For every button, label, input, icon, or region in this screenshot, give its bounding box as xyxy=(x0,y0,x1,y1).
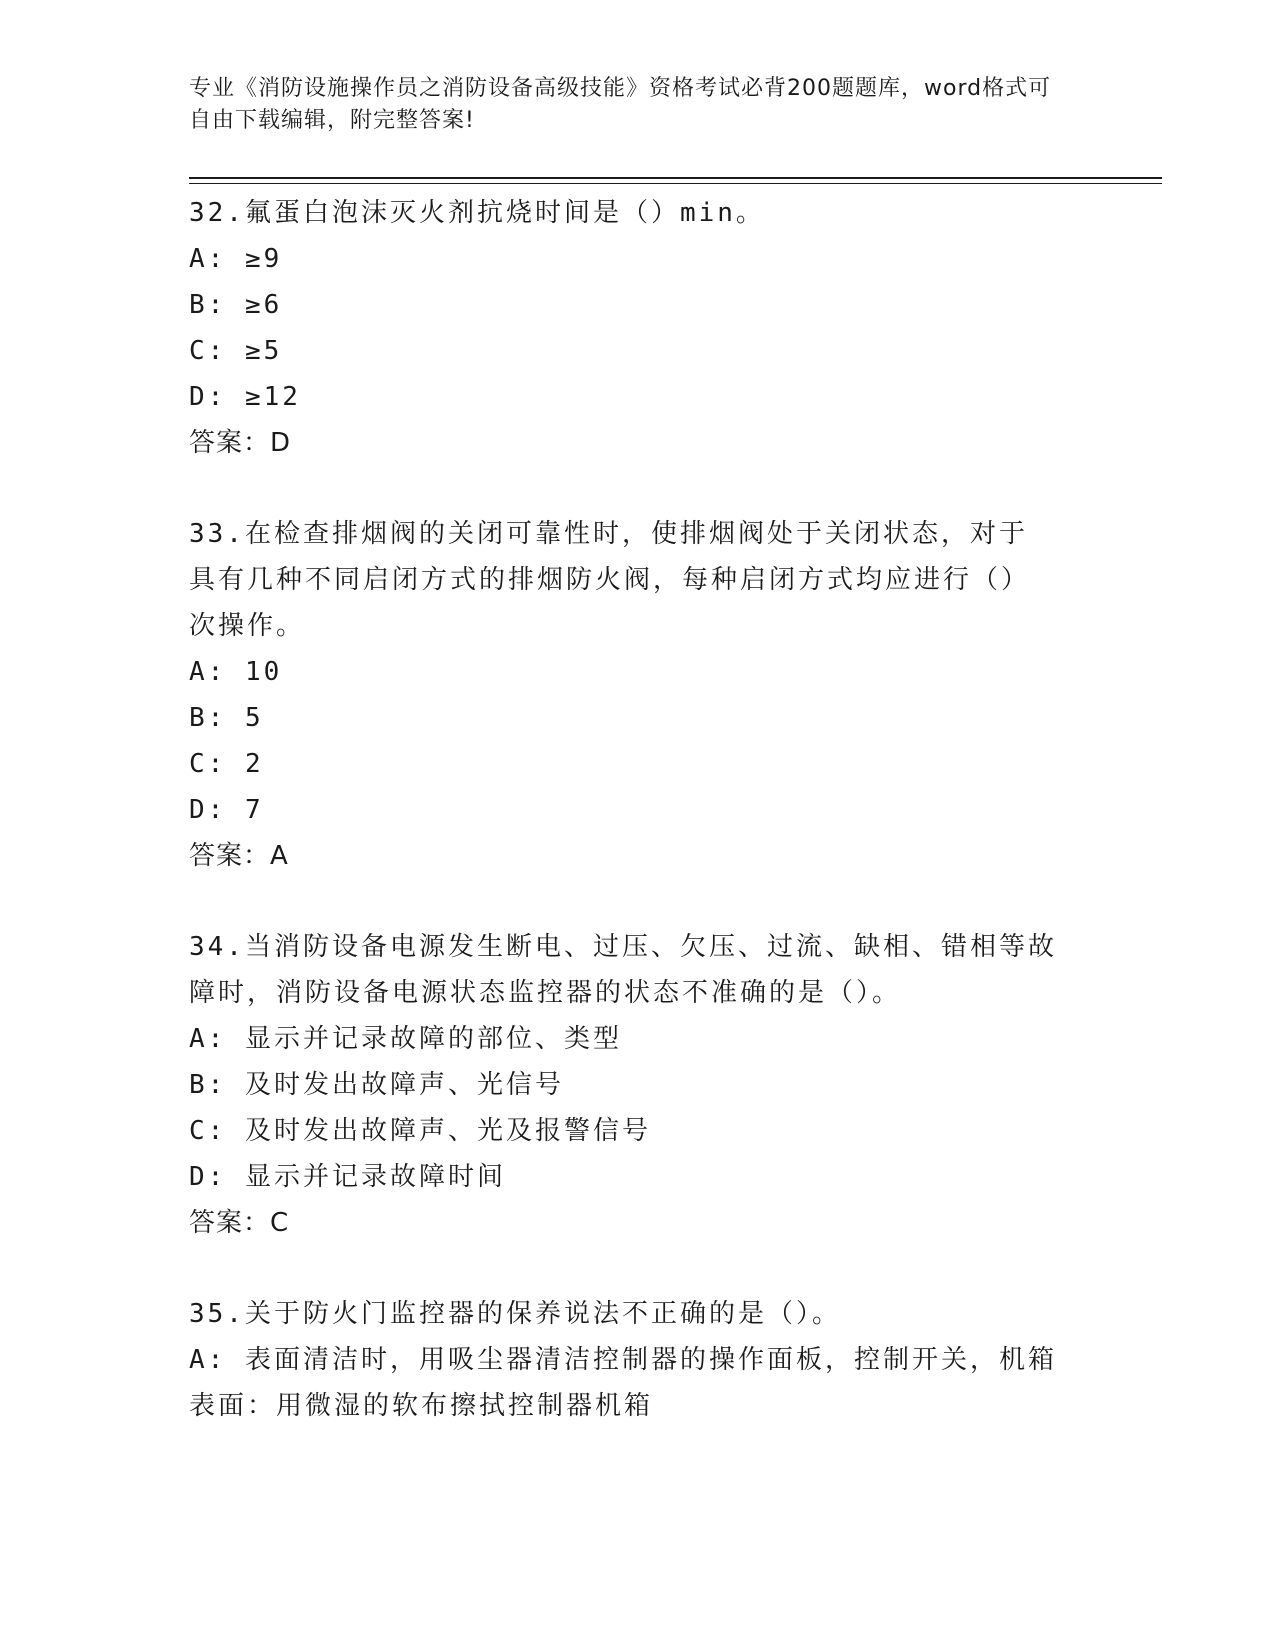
option-b: B: 5 xyxy=(189,703,264,733)
answer-text: 答案：C xyxy=(189,1208,290,1238)
document-header: 专业《消防设施操作员之消防设备高级技能》资格考试必背200题题库，word格式可自由下载编辑，附完整答案! xyxy=(189,76,1052,133)
option-d: D: 7 xyxy=(189,795,264,825)
option-a: A: 表面清洁时，用吸尘器清洁控制器的操作面板，控制开关，机箱表面：用微湿的软布擦拭控制器机箱 xyxy=(189,1345,1057,1421)
question-spacer xyxy=(189,879,1089,924)
option-d: D: 显示并记录故障时间 xyxy=(189,1162,506,1192)
question-32 xyxy=(189,190,1089,466)
option-d: D: ≥12 xyxy=(189,382,301,412)
question-spacer xyxy=(189,1246,1089,1291)
question-spacer xyxy=(189,466,1089,511)
option-a: A: 10 xyxy=(189,657,283,687)
question-34 xyxy=(189,924,1089,1246)
option-a: A: 显示并记录故障的部位、类型 xyxy=(189,1024,622,1054)
option-b: B: 及时发出故障声、光信号 xyxy=(189,1070,564,1100)
option-b: B: ≥6 xyxy=(189,290,283,320)
question-35 xyxy=(189,1291,1089,1429)
option-c: C: ≥5 xyxy=(189,336,283,366)
question-text: 32.氟蛋白泡沫灭火剂抗烧时间是（）min。 xyxy=(189,198,765,228)
header-divider-thick xyxy=(189,177,1162,179)
header-divider-thin xyxy=(189,183,1162,184)
question-text: 33.在检查排烟阀的关闭可靠性时，使排烟阀处于关闭状态，对于具有几种不同启闭方式的排烟防火阀，每种启闭方式均应进行（）次操作。 xyxy=(189,519,1031,641)
question-list xyxy=(189,190,1089,1429)
answer-text: 答案：D xyxy=(189,428,292,458)
option-c: C: 2 xyxy=(189,749,264,779)
question-33 xyxy=(189,511,1089,879)
question-text: 34.当消防设备电源发生断电、过压、欠压、过流、缺相、错相等故障时，消防设备电源状态监控器的状态不准确的是（）。 xyxy=(189,932,1057,1008)
question-text: 35.关于防火门监控器的保养说法不正确的是（）。 xyxy=(189,1299,841,1329)
answer-text: 答案：A xyxy=(189,841,289,871)
option-c: C: 及时发出故障声、光及报警信号 xyxy=(189,1116,651,1146)
option-a: A: ≥9 xyxy=(189,244,283,274)
